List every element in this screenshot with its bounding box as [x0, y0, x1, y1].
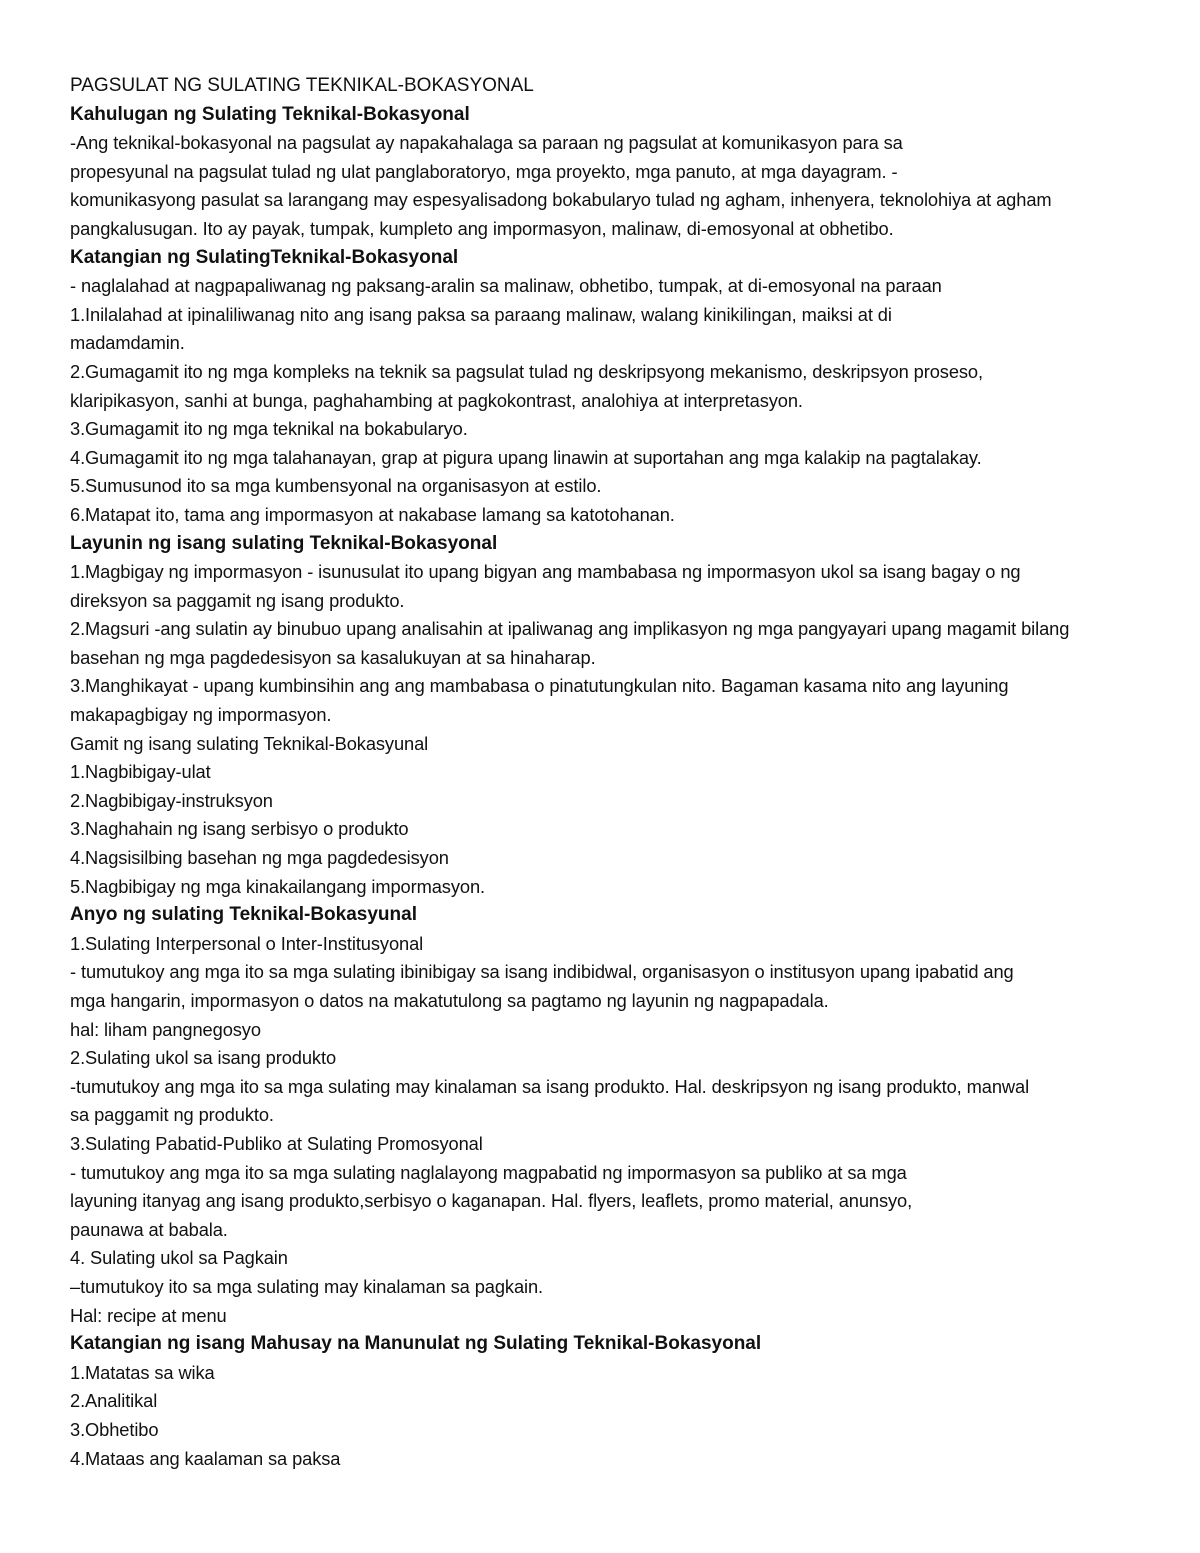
text-line: 1.Matatas sa wika: [70, 1361, 215, 1383]
text-line: 1.Sulating Interpersonal o Inter-Institusyonal: [70, 932, 424, 954]
text-line: 6.Matapat ito, tama ang impormasyon at nakabase lamang sa katotohanan.: [70, 503, 675, 525]
text-line: pangkalusugan. Ito ay payak, tumpak, kumpleto ang impormasyon, malinaw, di-emosyonal at obhetibo.: [70, 217, 894, 239]
text-line: - tumutukoy ang mga ito sa mga sulating ibinibigay sa isang indibidwal, organisasyon o institusyon upang ipabatid ang: [70, 961, 1014, 983]
section-heading: Kahulugan ng Sulating Teknikal-Bokasyonal: [70, 103, 470, 125]
text-line: 2.Sulating ukol sa isang produkto: [70, 1047, 337, 1069]
text-line: 2.Magsuri -ang sulatin ay binubuo upang analisahin at ipaliwanag ang implikasyon ng mga pangyayari upang magamit bilang: [70, 618, 1070, 640]
text-line: basehan ng mga pagdedesisyon sa kasalukuyan at sa hinaharap.: [70, 646, 596, 668]
text-line: 1.Inilalahad at ipinaliliwanag nito ang isang paksa sa paraang malinaw, walang kinikilingan, maiksi at di: [70, 303, 892, 325]
text-line: propesyunal na pagsulat tulad ng ulat panglaboratoryo, mga proyekto, mga panuto, at mga dayagram. -: [70, 160, 898, 182]
text-line: sa paggamit ng produkto.: [70, 1104, 274, 1126]
text-line: layuning itanyag ang isang produkto,serbisyo o kaganapan. Hal. flyers, leaflets, promo material, anunsyo,: [70, 1190, 913, 1212]
text-line: Hal: recipe at menu: [70, 1304, 227, 1326]
text-line: madamdamin.: [70, 332, 185, 354]
text-line: 5.Nagbibigay ng mga kinakailangang impormasyon.: [70, 875, 486, 897]
text-line: 3.Sulating Pabatid-Publiko at Sulating Promosyonal: [70, 1132, 483, 1154]
section-heading: Anyo ng sulating Teknikal-Bokasyunal: [70, 904, 417, 926]
text-line: paunawa at babala.: [70, 1218, 228, 1240]
document-title: PAGSULAT NG SULATING TEKNIKAL-BOKASYONAL: [70, 75, 534, 96]
text-line: 1.Nagbibigay-ulat: [70, 761, 211, 783]
text-line: 2.Gumagamit ito ng mga kompleks na teknik sa pagsulat tulad ng deskripsyong mekanismo, deskripsyon proseso,: [70, 360, 983, 382]
text-line: -Ang teknikal-bokasyonal na pagsulat ay napakahalaga sa paraan ng pagsulat at komunikasyon para sa: [70, 132, 903, 154]
text-line: direksyon sa paggamit ng isang produkto.: [70, 589, 405, 611]
text-line: 3.Gumagamit ito ng mga teknikal na bokabularyo.: [70, 418, 468, 440]
text-line: mga hangarin, impormasyon o datos na makatutulong sa pagtamo ng layunin ng nagpapadala.: [70, 990, 829, 1011]
text-line: - tumutukoy ang mga ito sa mga sulating naglalayong magpabatid ng impormasyon sa publiko at sa mga: [70, 1161, 907, 1183]
text-line: 3.Obhetibo: [70, 1418, 159, 1440]
text-line: 4. Sulating ukol sa Pagkain: [70, 1247, 288, 1269]
section-heading: Katangian ng isang Mahusay na Manunulat ng Sulating Teknikal-Bokasyonal: [70, 1333, 762, 1355]
text-line: –tumutukoy ito sa mga sulating may kinalaman sa pagkain.: [70, 1275, 544, 1297]
text-line: 4.Gumagamit ito ng mga talahanayan, grap at pigura upang linawin at suportahan ang mga kalakip na pagtalakay.: [70, 446, 982, 468]
text-line: Gamit ng isang sulating Teknikal-Bokasyunal: [70, 732, 429, 754]
text-line: makapagbigay ng impormasyon.: [70, 704, 332, 726]
text-line: 3.Naghahain ng isang serbisyo o produkto: [70, 818, 409, 840]
text-line: - naglalahad at nagpapaliwanag ng paksang-aralin sa malinaw, obhetibo, tumpak, at di-emosyonal na paraan: [70, 275, 942, 297]
text-line: 2.Nagbibigay-instruksyon: [70, 789, 273, 811]
text-line: klaripikasyon, sanhi at bunga, paghahambing at pagkokontrast, analohiya at interpretasyon.: [70, 389, 803, 411]
text-line: 3.Manghikayat - upang kumbinsihin ang ang mambabasa o pinatutungkulan nito. Bagaman kasama nito ang layuning: [70, 675, 1009, 697]
text-line: 4.Nagsisilbing basehan ng mga pagdedesisyon: [70, 847, 449, 869]
section-heading: Katangian ng SulatingTeknikal-Bokasyonal: [70, 246, 459, 268]
text-line: 4.Mataas ang kaalaman sa paksa: [70, 1447, 341, 1469]
section-heading: Layunin ng isang sulating Teknikal-Bokasyonal: [70, 532, 498, 554]
text-line: 2.Analitikal: [70, 1390, 158, 1412]
document-page: [70, 72, 1145, 1473]
text-line: hal: liham pangnegosyo: [70, 1018, 261, 1040]
text-line: -tumutukoy ang mga ito sa mga sulating may kinalaman sa isang produkto. Hal. deskripsyon ng isang produkto, manwal: [70, 1075, 1030, 1097]
text-line: 5.Sumusunod ito sa mga kumbensyonal na organisasyon at estilo.: [70, 475, 602, 497]
text-line: komunikasyong pasulat sa larangang may espesyalisadong bokabularyo tulad ng agham, inhenyera, teknolohiya at agham: [70, 189, 1052, 211]
text-line: 1.Magbigay ng impormasyon - isunusulat ito upang bigyan ang mambabasa ng impormasyon ukol sa isang bagay o ng: [70, 561, 1021, 583]
